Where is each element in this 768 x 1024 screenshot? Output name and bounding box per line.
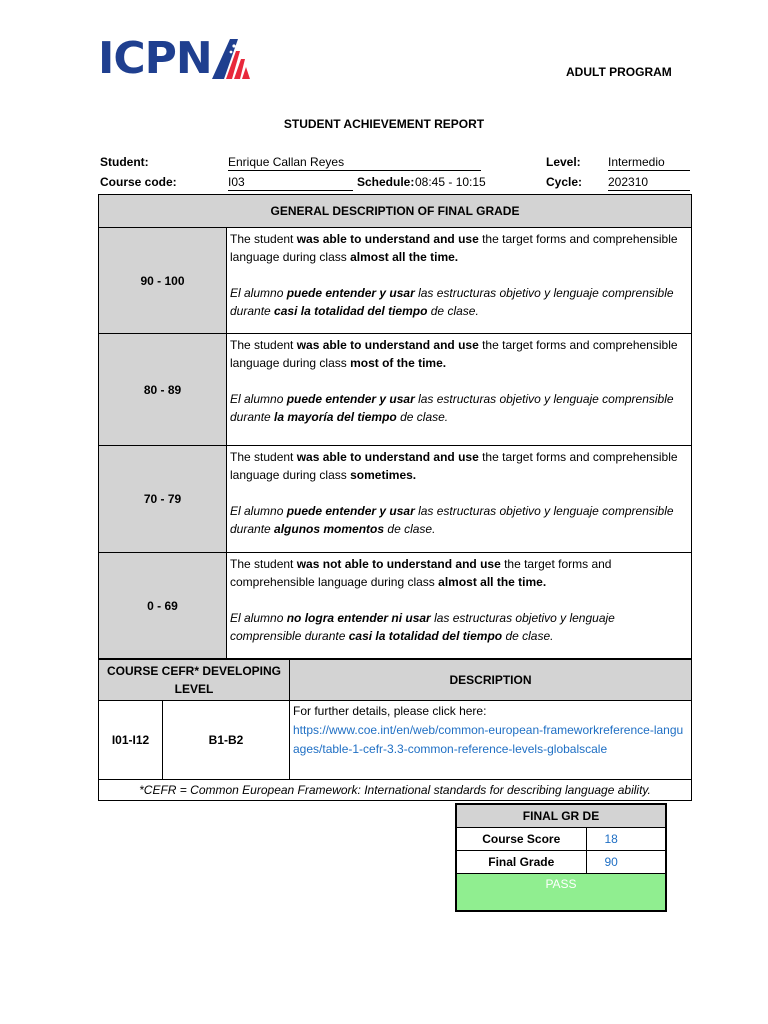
cefr-desc-text: For further details, please click here:	[293, 704, 487, 718]
cefr-description	[290, 701, 692, 780]
cefr-table	[98, 659, 692, 801]
grade-range: 70 - 79	[99, 446, 227, 553]
cefr-link[interactable]: https://www.coe.int/en/web/common-european-frameworkreference-languages/table-1-cefr-3.3-common-reference-levels-globalscale	[293, 723, 684, 756]
grade-description-table	[98, 194, 692, 659]
schedule-value: 08:45 - 10:15	[415, 175, 486, 189]
final-grade-table	[455, 803, 667, 912]
table-row	[99, 228, 692, 334]
grade-range: 90 - 100	[99, 228, 227, 334]
cycle-label: Cycle:	[546, 175, 583, 189]
student-value: Enrique Callan Reyes	[228, 155, 481, 171]
course-range: I01-I12	[99, 701, 163, 780]
grade-range: 0 - 69	[99, 553, 227, 659]
report-title: STUDENT ACHIEVEMENT REPORT	[283, 117, 485, 131]
level-value: Intermedio	[608, 155, 690, 171]
logo-text: ICPN	[98, 33, 212, 84]
level-label: Level:	[546, 155, 581, 169]
table-row	[99, 334, 692, 446]
final-grade-label: Final Grade	[456, 851, 586, 874]
final-grade-value: 90	[586, 851, 666, 874]
schedule-label: Schedule:	[357, 175, 415, 189]
table-row	[99, 553, 692, 659]
grade-range: 80 - 89	[99, 334, 227, 446]
grade-description: The student was able to understand and use the target forms and comprehensible language during class almost all the time. El alumno puede entender y usar las estructuras objetivo y lenguaje comprensible durante casi la totalidad del tiempo de clase.	[227, 228, 692, 334]
grade-description: The student was not able to understand and use the target forms and comprehensible language during class almost all the time. El alumno no logra entender ni usar las estructuras objetivo y lenguaje comprensible durante casi la totalidad del tiempo de clase.	[227, 553, 692, 659]
cefr-description-header: DESCRIPTION	[290, 660, 692, 701]
table-row	[99, 446, 692, 553]
grade-table-header: GENERAL DESCRIPTION OF FINAL GRADE	[99, 195, 692, 228]
grade-description: The student was able to understand and use the target forms and comprehensible language during class sometimes. El alumno puede entender y usar las estructuras objetivo y lenguaje comprensible durante algunos momentos de clase.	[227, 446, 692, 553]
cefr-level-header: COURSE CEFR* DEVELOPING LEVEL	[99, 660, 290, 701]
cefr-footnote: *CEFR = Common European Framework: International standards for describing language ability.	[99, 780, 692, 801]
grade-description: The student was able to understand and use the target forms and comprehensible language during class most of the time. El alumno puede entender y usar las estructuras objetivo y lenguaje comprensible durante la mayoría del tiempo de clase.	[227, 334, 692, 446]
logo-flag-a-icon	[210, 39, 254, 79]
pass-status-badge: PASS	[456, 874, 666, 912]
course-score-label: Course Score	[456, 828, 586, 851]
cycle-value: 202310	[608, 175, 690, 191]
icpna-logo	[98, 33, 254, 84]
final-grade-title: FINAL GR DE	[456, 804, 666, 828]
program-label: ADULT PROGRAM	[566, 65, 672, 79]
course-code-value: I03	[228, 175, 353, 191]
course-score-value: 18	[586, 828, 666, 851]
student-label: Student:	[100, 155, 149, 169]
cefr-level: B1-B2	[163, 701, 290, 780]
course-code-label: Course code:	[100, 175, 177, 189]
